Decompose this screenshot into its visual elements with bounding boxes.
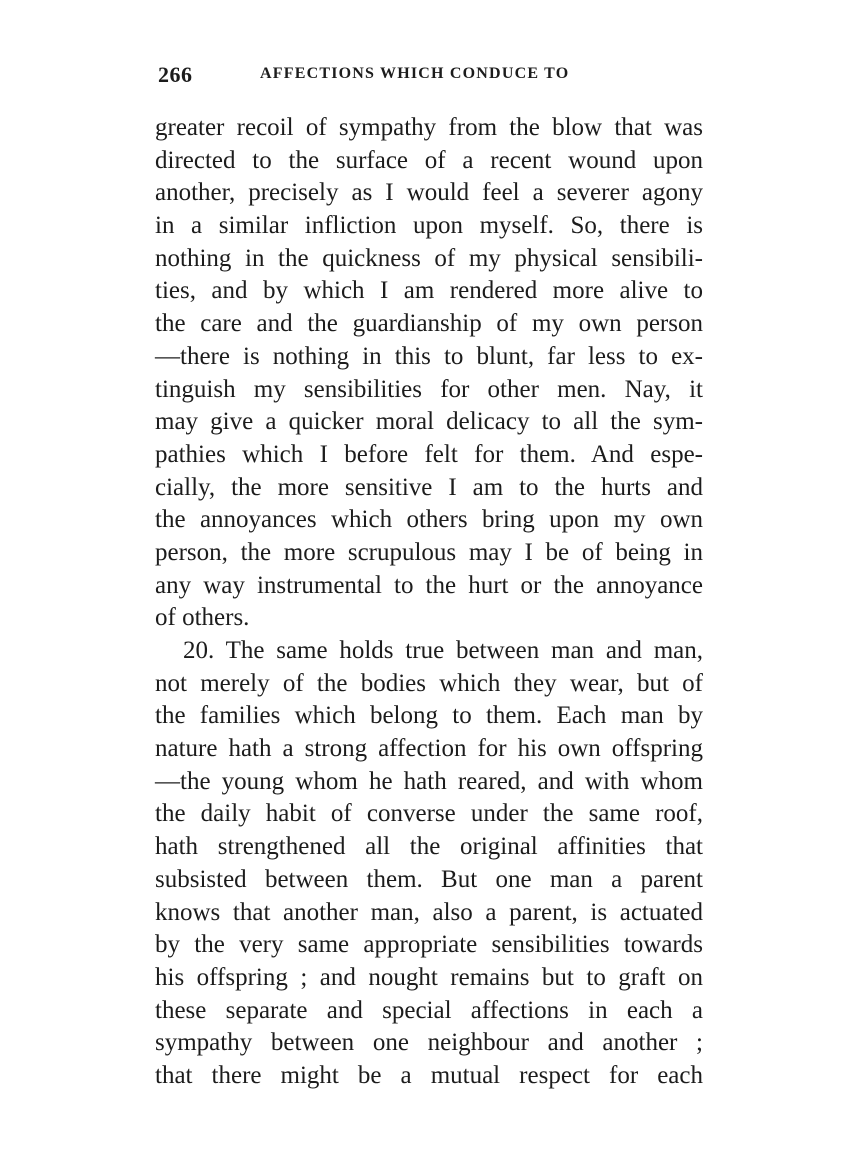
text-line: knows that another man, also a parent, is actuated	[155, 898, 703, 926]
text-line: —there is nothing in this to blunt, far less to ex-	[155, 342, 703, 370]
text-line: nature hath a strong affection for his own offspring	[155, 735, 703, 763]
text-line: by the very same appropriate sensibilities towards	[155, 931, 703, 959]
text-line: 20. The same holds true between man and man,	[183, 637, 703, 664]
text-line: greater recoil of sympathy from the blow that was	[155, 114, 703, 141]
text-line: in a similar infliction upon myself. So, there is	[155, 212, 703, 240]
body-text	[155, 112, 703, 1093]
text-line: hath strengthened all the original affinities that	[155, 833, 703, 861]
paragraph-2	[155, 635, 703, 1093]
text-line: these separate and special affections in each a	[155, 996, 703, 1024]
text-line: nothing in the quickness of my physical sensibili-	[155, 244, 703, 272]
paragraph-1	[155, 112, 703, 635]
text-line: subsisted between them. But one man a parent	[155, 865, 703, 893]
text-line: another, precisely as I would feel a severer agony	[155, 179, 703, 207]
text-line: tinguish my sensibilities for other men. Nay, it	[155, 375, 703, 403]
text-line: that there might be a mutual respect for each	[155, 1061, 703, 1089]
text-line: person, the more scrupulous may I be of being in	[155, 538, 703, 566]
text-line: the daily habit of converse under the same roof,	[155, 800, 703, 828]
text-line: ties, and by which I am rendered more alive to	[155, 277, 703, 305]
text-line: of others.	[155, 604, 250, 632]
text-line: not merely of the bodies which they wear, but of	[155, 669, 703, 697]
text-line: the annoyances which others bring upon my own	[155, 506, 703, 534]
page-header	[158, 62, 698, 92]
text-line: pathies which I before felt for them. And espe-	[155, 440, 703, 468]
text-line: cially, the more sensitive I am to the hurts and	[155, 473, 703, 501]
text-line: any way instrumental to the hurt or the annoyance	[155, 571, 703, 599]
text-line: the families which belong to them. Each man by	[155, 702, 703, 730]
running-title: AFFECTIONS WHICH CONDUCE TO	[260, 65, 570, 82]
page-number: 266	[158, 62, 193, 87]
text-line: directed to the surface of a recent wound upon	[155, 146, 703, 174]
text-line: may give a quicker moral delicacy to all the sym-	[155, 408, 703, 436]
text-line: the care and the guardianship of my own person	[155, 310, 703, 338]
text-line: —the young whom he hath reared, and with whom	[155, 767, 703, 795]
text-line: his offspring ; and nought remains but to graft on	[155, 963, 703, 991]
text-line: sympathy between one neighbour and another ;	[155, 1029, 703, 1057]
